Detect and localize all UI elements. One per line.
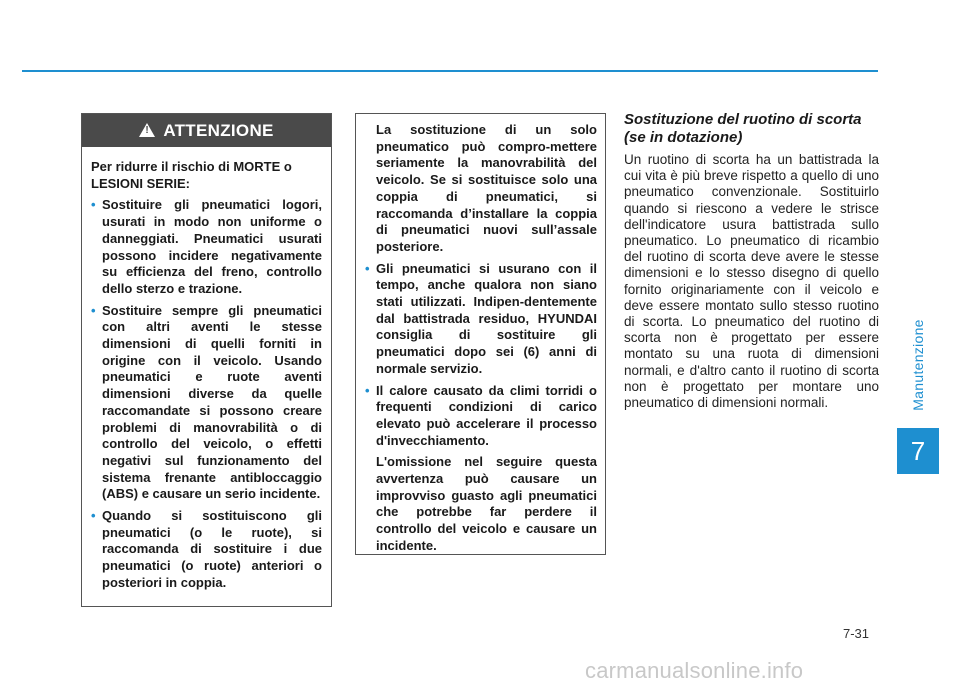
warning-bullet (91, 508, 322, 592)
page-number: 7-31 (843, 626, 870, 641)
bullet-text: Sostituire sempre gli pneumatici con altri aventi le stesse dimensioni di quelli forniti in origine con il veicolo. Usando pneumatici e ruote aventi dimensioni diverse da quelle raccomandate si possono creare problemi di manovrabilità o di controllo del veicolo, o effetti negativi sul funzionamento del sistema frenante antibloccaggio (ABS) e causare un serio incidente. (102, 302, 322, 502)
continuation-bullet (365, 383, 597, 450)
section-heading: Sostituzione del ruotino di scorta (se in dotazione) (624, 111, 862, 146)
warning-title: ATTENZIONE (163, 120, 274, 140)
chapter-number-badge: 7 (897, 428, 939, 474)
continuation-bullet-list (365, 261, 597, 450)
watermark-text: carmanualsonline.info (585, 658, 804, 683)
continuation-paragraph: La sostituzione di un solo pneumatico può compro-mettere seriamente la manovrabilità del veicolo. Se si sostituisce solo una coppia di pneumatici, si raccomanda d’installare la coppia di pneumatici nuovi sull’assale posteriore. (376, 122, 597, 254)
top-divider (22, 70, 878, 72)
warning-triangle-icon (139, 123, 155, 137)
bullet-dot-icon: • (91, 302, 96, 318)
warning-continuation-box (355, 113, 606, 555)
warning-intro: Per ridurre il rischio di MORTE o LESIONI SERIE: (91, 159, 292, 191)
bullet-dot-icon: • (91, 508, 96, 524)
chapter-tab-label (893, 300, 943, 430)
bullet-dot-icon: • (365, 382, 370, 398)
bullet-dot-icon: • (365, 260, 370, 276)
section-body: Un ruotino di scorta ha un battistrada la cui vita è più breve rispetto a quello di uno pneumatico convenzionale. Sostituirlo quando si riescono a vedere le strisce dell'indicatore usura battistrada sullo pneumatico. Lo pneumatico di ricambio del ruotino di scorta deve avere le stesse dimensioni e lo stesso disegno di quello fornito originariamente con il veicolo e deve essere montato sullo stesso ruotino di scorta. Lo pneumatico del ruotino di scorta non è progettato per essere montato su una ruota di dimensioni normali, e d'altro canto il ruotino di scorta non è progettato per montare uno pneumatico di dimensioni normali. (624, 152, 879, 411)
bullet-dot-icon: • (91, 197, 96, 213)
warning-bullet-list (91, 197, 322, 591)
bullet-text: Sostituire gli pneumatici logori, usurati in modo non uniforme o danneggiati. Pneumatici usurati possono incidere negativamente su efficienza del freno, controllo dello sterzo e trazione. (102, 197, 322, 296)
section-column (624, 111, 879, 411)
bullet-text: Il calore causato da climi torridi o frequenti condizioni di carico elevato può accelerare il processo d'invecchiamento. (376, 382, 597, 448)
continuation-bullet (365, 261, 597, 378)
bullet-text: Gli pneumatici si usurano con il tempo, anche qualora non siano stati utilizzati. Indipen-dentemente dal battistrada residuo, HYUNDAI consiglia di sostituire gli pneumatici dopo sei (6) anni di normale servizio. (376, 260, 597, 376)
warning-header (82, 114, 331, 147)
warning-bullet (91, 303, 322, 503)
warning-box (81, 113, 332, 607)
warning-bullet (91, 197, 322, 297)
warning-body (82, 147, 331, 592)
chapter-tab-text: Manutenzione (910, 319, 926, 411)
continuation-closing-paragraph: L'omissione nel seguire questa avvertenza può causare un improvviso guasto agli pneumatici che potrebbe far perdere il controllo del veicolo e causare un incidente. (376, 454, 597, 553)
bullet-text: Quando si sostituiscono gli pneumatici (o le ruote), si raccomanda di sostituire i due pneumatici (o ruote) anteriori o posteriori in coppia. (102, 508, 322, 590)
